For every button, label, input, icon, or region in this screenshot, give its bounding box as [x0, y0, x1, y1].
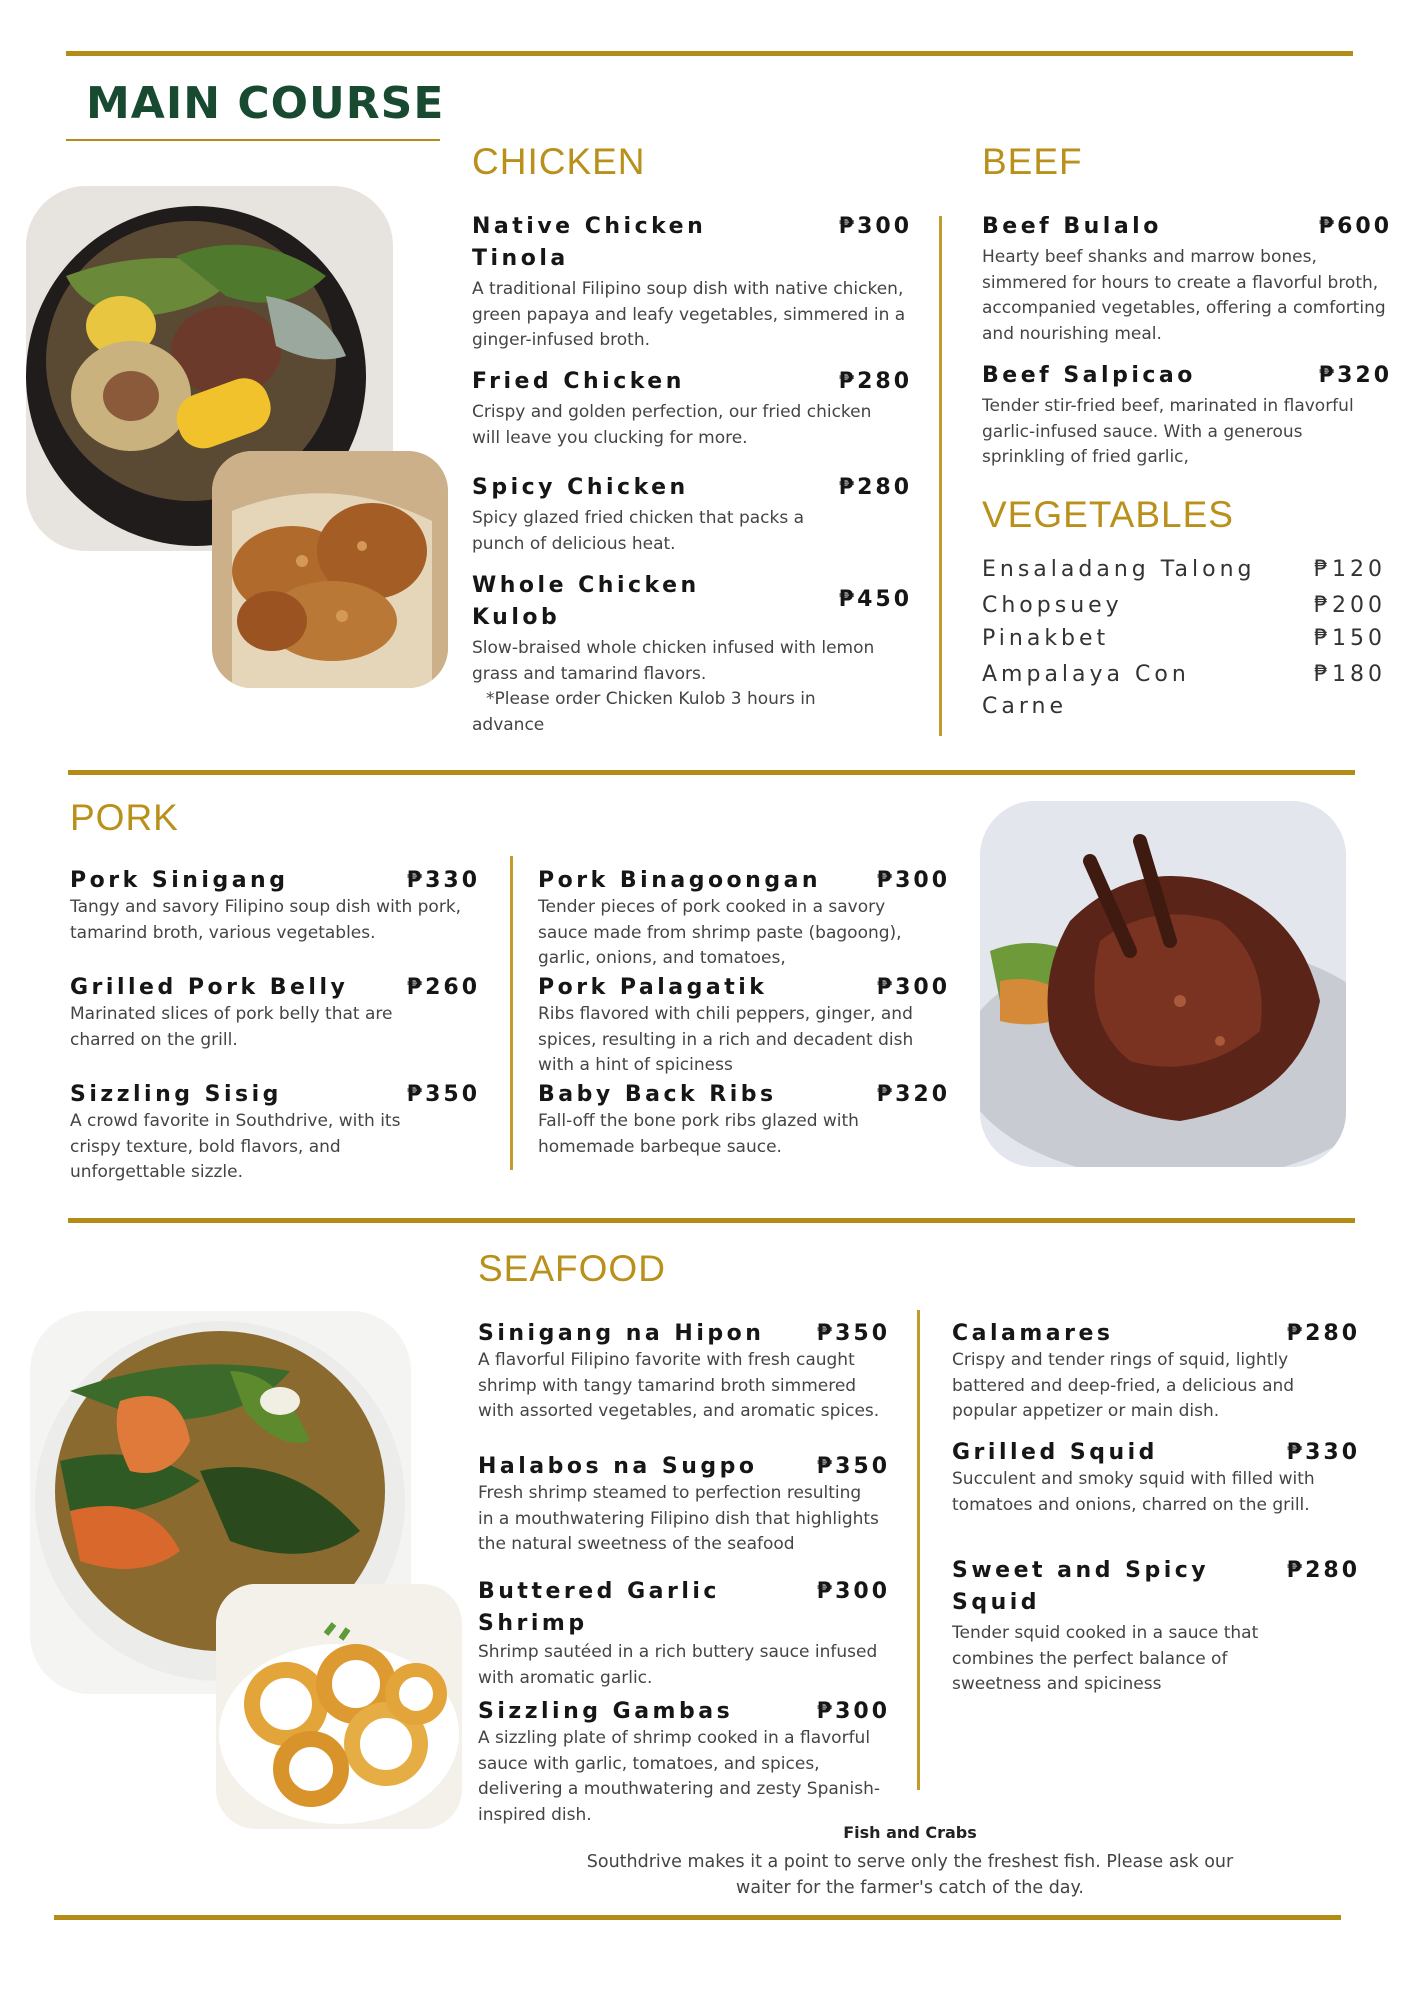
item-name: Whole Chicken Kulob	[472, 573, 700, 630]
calamares-photo	[216, 1584, 462, 1829]
top-rule	[66, 51, 1353, 56]
item-name: Grilled Pork Belly	[70, 975, 349, 1000]
vegetables-heading: VEGETABLES	[982, 494, 1234, 535]
seafood-divider	[68, 1218, 1355, 1223]
veg-item-ensaladang-talong	[982, 554, 1386, 586]
item-description: Slow-braised whole chicken infused with lemon grass and tamarind flavors.	[472, 638, 875, 684]
item-description: A traditional Filipino soup dish with native chicken, green papaya and leafy vegetables, simmered in a ginger-infused broth.	[472, 279, 906, 350]
item-price: ₱300	[816, 1699, 890, 1724]
menu-item-pork-sinigang	[70, 865, 480, 946]
item-name: Halabos na Sugpo	[478, 1454, 758, 1479]
fish-and-crabs-note: Southdrive makes it a point to serve only the freshest fish. Please ask our waiter for the farmer's catch of the day.	[586, 1852, 1234, 1898]
item-description: Tender stir-fried beef, marinated in flavorful garlic-infused sauce. With a generous sprinkling of fried garlic,	[982, 396, 1354, 467]
item-price: ₱260	[406, 975, 480, 1000]
item-name: Beef Salpicao	[982, 363, 1196, 388]
item-description: Fresh shrimp steamed to perfection resulting in a mouthwatering Filipino dish that highlights the natural sweetness of the seafood	[478, 1483, 879, 1554]
item-price: ₱350	[406, 1082, 480, 1107]
item-name: Grilled Squid	[952, 1440, 1158, 1465]
item-note: *Please order Chicken Kulob 3 hours in advance	[472, 689, 816, 735]
item-price: ₱280	[838, 369, 912, 394]
menu-item-spicy-chicken	[472, 472, 912, 557]
menu-item-sizzling-gambas	[478, 1696, 890, 1828]
item-name: Pork Palagatik	[538, 975, 768, 1000]
menu-item-halabos-na-sugpo	[478, 1451, 890, 1558]
menu-item-sizzling-sisig	[70, 1079, 480, 1186]
menu-item-pork-palagatik	[538, 972, 950, 1079]
pork-column-divider	[510, 856, 513, 1170]
item-name: Ampalaya Con Carne	[982, 662, 1190, 719]
item-name: Calamares	[952, 1321, 1114, 1346]
item-price: ₱300	[876, 975, 950, 1000]
item-price: ₱330	[406, 868, 480, 893]
item-price: ₱320	[876, 1082, 950, 1107]
menu-item-calamares	[952, 1318, 1360, 1425]
item-price: ₱320	[1318, 363, 1392, 388]
item-name: Pinakbet	[982, 626, 1110, 651]
item-price: ₱280	[838, 475, 912, 500]
item-price: ₱330	[1286, 1440, 1360, 1465]
item-description: Tender pieces of pork cooked in a savory sauce made from shrimp paste (bagoong), garlic, onions, and tomatoes,	[538, 897, 902, 968]
item-description: Tangy and savory Filipino soup dish with pork, tamarind broth, various vegetables.	[70, 897, 462, 943]
item-name: Ensaladang Talong	[982, 557, 1256, 582]
item-description: Spicy glazed fried chicken that packs a punch of delicious heat.	[472, 508, 805, 554]
menu-item-buttered-garlic-shrimp	[478, 1576, 890, 1691]
veg-item-pinakbet	[982, 623, 1386, 655]
item-price: ₱300	[838, 214, 912, 239]
item-description: Crispy and tender rings of squid, lightly battered and deep-fried, a delicious and popular appetizer or main dish.	[952, 1350, 1295, 1421]
menu-item-beef-salpicao	[982, 360, 1392, 471]
item-description: Ribs flavored with chili peppers, ginger, and spices, resulting in a rich and decadent dish with a hint of spiciness	[538, 1004, 914, 1075]
menu-item-grilled-pork-belly	[70, 972, 480, 1053]
item-name: Baby Back Ribs	[538, 1082, 777, 1107]
item-description: Tender squid cooked in a sauce that combines the perfect balance of sweetness and spiciness	[952, 1623, 1259, 1694]
menu-item-sweet-and-spicy-squid	[952, 1555, 1360, 1698]
page-title: MAIN COURSE	[86, 78, 445, 129]
item-name: Chopsuey	[982, 593, 1123, 618]
item-description: Crispy and golden perfection, our fried chicken will leave you clucking for more.	[472, 402, 872, 448]
title-underline	[66, 139, 440, 141]
item-name: Fried Chicken	[472, 369, 685, 394]
item-name: Sizzling Sisig	[70, 1082, 282, 1107]
menu-item-fried-chicken	[472, 366, 912, 451]
item-price: ₱350	[816, 1321, 890, 1346]
fish-and-crabs-title: Fish and Crabs	[843, 1823, 977, 1842]
bottom-rule	[54, 1915, 1341, 1920]
item-name: Beef Bulalo	[982, 214, 1162, 239]
item-price: ₱280	[1286, 1558, 1360, 1583]
pork-ribs-photo	[980, 801, 1346, 1167]
item-name: Buttered Garlic Shrimp	[478, 1579, 720, 1636]
item-price: ₱180	[1314, 662, 1386, 687]
item-description: A flavorful Filipino favorite with fresh caught shrimp with tangy tamarind broth simmered with assorted vegetables, and aromatic spices.	[478, 1350, 880, 1421]
item-price: ₱450	[838, 587, 912, 612]
menu-item-beef-bulalo	[982, 211, 1392, 347]
fried-chicken-photo	[212, 451, 448, 688]
item-price: ₱300	[816, 1579, 890, 1604]
item-price: ₱120	[1314, 557, 1386, 582]
item-description: Shrimp sautéed in a rich buttery sauce infused with aromatic garlic.	[478, 1642, 878, 1688]
menu-item-sinigang-na-hipon	[478, 1318, 890, 1425]
item-description: Fall-off the bone pork ribs glazed with homemade barbeque sauce.	[538, 1111, 859, 1157]
chicken-beef-divider	[939, 216, 942, 736]
item-name: Sweet and Spicy Squid	[952, 1558, 1210, 1615]
item-price: ₱300	[876, 868, 950, 893]
menu-item-pork-binagoongan	[538, 865, 950, 972]
item-description: A crowd favorite in Southdrive, with its crispy texture, bold flavors, and unforgettable sizzle.	[70, 1111, 401, 1182]
pork-divider	[68, 770, 1355, 775]
menu-item-native-chicken-tinola	[472, 211, 912, 354]
seafood-heading: SEAFOOD	[478, 1248, 666, 1289]
veg-item-ampalaya-con-carne	[982, 659, 1386, 723]
item-description: Succulent and smoky squid with filled with tomatoes and onions, charred on the grill.	[952, 1469, 1315, 1515]
item-name: Pork Binagoongan	[538, 868, 822, 893]
item-name: Native Chicken Tinola	[472, 214, 707, 271]
veg-item-chopsuey	[982, 590, 1386, 622]
beef-heading: BEEF	[982, 141, 1083, 182]
pork-heading: PORK	[70, 797, 179, 838]
menu-item-whole-chicken-kulob	[472, 570, 912, 738]
item-description: A sizzling plate of shrimp cooked in a flavorful sauce with garlic, tomatoes, and spices, delivering a mouthwatering and zesty Spanish-inspired dish.	[478, 1728, 881, 1825]
item-price: ₱280	[1286, 1321, 1360, 1346]
seafood-column-divider	[917, 1310, 920, 1790]
menu-item-baby-back-ribs	[538, 1079, 950, 1160]
item-description: Hearty beef shanks and marrow bones, simmered for hours to create a flavorful broth, accompanied vegetables, offering a comforting and nourishing meal.	[982, 247, 1386, 344]
item-name: Sizzling Gambas	[478, 1699, 734, 1724]
item-name: Spicy Chicken	[472, 475, 689, 500]
item-price: ₱350	[816, 1454, 890, 1479]
item-name: Sinigang na Hipon	[478, 1321, 765, 1346]
item-price: ₱200	[1314, 593, 1386, 618]
chicken-heading: CHICKEN	[472, 141, 646, 182]
item-price: ₱150	[1314, 626, 1386, 651]
item-name: Pork Sinigang	[70, 868, 289, 893]
item-price: ₱600	[1318, 214, 1392, 239]
item-description: Marinated slices of pork belly that are charred on the grill.	[70, 1004, 393, 1050]
menu-item-grilled-squid	[952, 1437, 1360, 1518]
